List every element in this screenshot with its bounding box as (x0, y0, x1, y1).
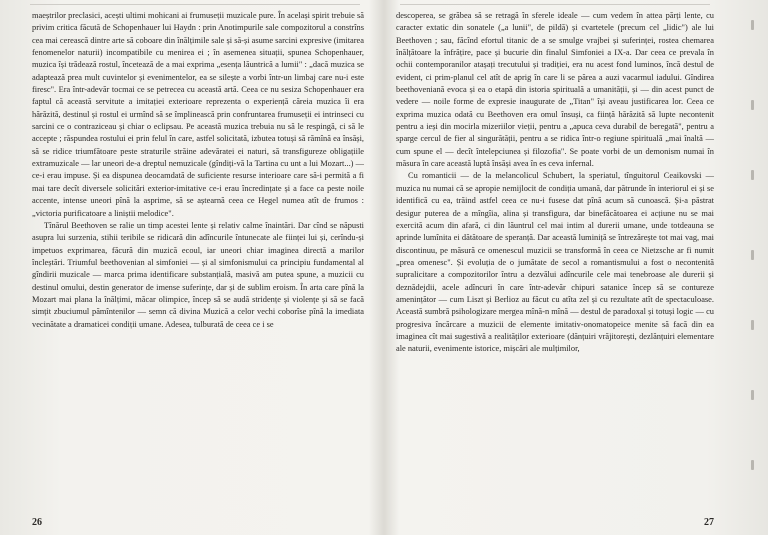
left-page-text (32, 10, 364, 331)
top-rule-left (30, 4, 360, 5)
edge-mark (751, 250, 754, 260)
edge-mark (751, 170, 754, 180)
edge-mark (751, 20, 754, 30)
paragraph: Cu romanticii — de la melancolicul Schubert, la speriatul, tînguitorul Ceaikovski — muzica nu numai că se apropie nemijlocit de condiția umană, dar pătrunde în interiorul ei și se identifică cu ea, trăind astfel ceea ce nu-i fusese dat pînă acum să cunoască. Și-a păstrat desigur puterea de a mîngîia, alina și transfigura, dar binefăcătoarea ei acțiune nu se mai exercită acum din afară, ci din lăuntrul cel mai intim al durerii umane, unde totdeauna se aprinde lumînita ei dătătoare de speranță. Dar această luminiță se întrezărește tot mai vag, mai discontinuu, pe măsură ce omenescul muzicii se transformă în ceea ce Nietzsche ar fi numit „prea omenesc". Și evoluția de o jumătate de secol a romantismului a fost o necontenită supralicitare a compozitorilor întru a dezvălui adîncurile cele mai tenebroase ale durerii și deznădejdii, acele adîncuri în care într-adevăr chipuri satanice încep să se contureze amenințător — cum Liszt și Berlioz au făcut cu atîta zel și cu rezultate atît de spectaculoase. Această sumbră psihologizare mergea mînă-n mînă — destul de paradoxal și totuși logic — cu progresiva încărcare a muzicii de elemente imitativ-onomatopeice menite să facă din ea imaginea cît mai sugestivă a realităților exterioare (dănțuiri vrăjitorești, dezlănțuiri elementare ale naturii, evenimente istorice, mișcări ale mulțimilor, (396, 171, 714, 354)
edge-mark (751, 460, 754, 470)
right-page-text (396, 10, 714, 356)
page-number: 27 (704, 517, 714, 528)
left-page (32, 10, 364, 530)
paragraph: descoperea, se grăbea să se retragă în sferele ideale — cum vedem în attea părți lente, cu caracter extatic din sonatele („a lunii", de pildă) și cvartetele (precum cel „lidic") ale lui Beethoven ; sau, făcînd efortul titanic de a se smulge vrajbei și suferinței, rostea chemarea înălțătoare la înfrățire, pace și bucurie din finalul Simfoniei a IX-a. Dar ceea ce prevala în ochii contemporanilor atașați trecutului și tradiției, era nu acest fond luminos, încă destul de evident, ci prim-planul cel atît de aprig în care li se părea a auzi vacarmul iadului. Gîndirea beethoveniană evoca și ea o etapă din istoria spirituală a umanității, și — din acest punct de vedere — noile forme de expresie inaugurate de „Titan" își aveau justificarea lor. Ceea ce exprima muzica odată cu Beethoven era omul însuși, ca ființă hărăzită să lupte necontenit pentru a ieși din mocirla mizeriilor vieții, pentru a „apuca ceva durabil de beregată", pentru a sparge cercul de fier al singurătății, pentru a se ridica într-o regiune spirituală „mai înaltă — cum spune el — decît întelepciunea și filozofia". Se poate vorbi de un demonism numai în măsura în care această luptă însăși avea în es ceva infernal. (396, 11, 714, 169)
right-page (396, 10, 714, 530)
edge-mark (751, 100, 754, 110)
edge-mark (751, 320, 754, 330)
paragraph: maeștrilor preclasici, acești ultimi mohicani ai frumuseții muzicale pure. În același spirit trebuie să privim critica făcută de Schopenhauer lui Haydn : prin Anotimpurile sale compozitorul a constrîns cea mai cerească dintre arte să coboare din înălțimile sale și să-și asume sarcini expresive (imitarea fenomenelor naturii) incompatibile cu menirea ei ; în asemenea situații, spunea Schopenhauer, muzica își trădează rostul, încetează de a mai exprima „esența lăuntrică a lumii" : „dacă muzica se adaptează prea mult cuvintelor și evenimentelor, ea se silește a vorbi într-un limbaj care nu-i este firesc". Era într-adevăr tocmai ce se petrecea cu această artă. Ceea ce nu sesiza Schopenhauer era faptul că această servitute a imitației exterioare reprezenta o experiență căreia muzica îi era hărăzită, destinul și rostul ei urmînd să se împlinească prin confruntarea frumuseții ei intrinseci cu sarcini ce o contraziceau și chiar o eclipsau. Pe această muzica trebuia nu să le respingă, ci să le accepte ; răspundea rostului ei prin felul în care, astfel solicitată, izbutea totuși să rămînă ea însăși, să se ridice triumfătoare peste straturile străine adevăratei ei naturi, să transfigureze obligațiile extramuzicale — lar uneori de-a dreptul nemuzicale (gîndiți-vă la Tartina cu unt a lui Mozart...) — ce-i erau impuse. Și ea dispunea deocamdată de suficiente resurse interioare care să-i permită a fi mai tare decît diversele solicitări exterior-imitative ce-i erau încredințate și a face ca peste noile accente, intense uneori pînă la asprime, să se aștearnă ceea ce Hegel numea atît de frumos : „victoria purificatoare a liniștii melodice". (32, 11, 364, 218)
page-edge-marks (744, 20, 754, 520)
edge-mark (751, 390, 754, 400)
page-number: 26 (32, 517, 42, 528)
paragraph: Tînărul Beethoven se ralie un timp acestei lente și relativ calme înaintări. Dar cînd se năpusti asupra lui surzenia, stihii teribile se ridicară din adîncurile întunecate ale ființei lui și, cerîndu-și impetuos exprimarea, făcură din muzică ecoul, iar uneori chiar imaginea directă a marilor încleștări. Triumful beethovenian al simfoniei — și al simfonismului ca principiu fundamental al gîndirii muzicale — marca prima identificare substanțială, masivă am putea spune, a muzicii cu destinul omului, destin generator de imense suferințe, dar și de sublim eroism. În arta care pînă la Mozart mai plana la înălțimi, măcar olimpice, încep să se audă stridențe și violențe și să se facă simțit zbuciumul pămîntenilor — semn că divina Muzică a celor vechi coborîse pînă la imediata vecinătate a dramaticei condiții umane. Adesea, tulburată de ceea ce i se (32, 220, 364, 329)
top-rule-right (400, 4, 710, 5)
